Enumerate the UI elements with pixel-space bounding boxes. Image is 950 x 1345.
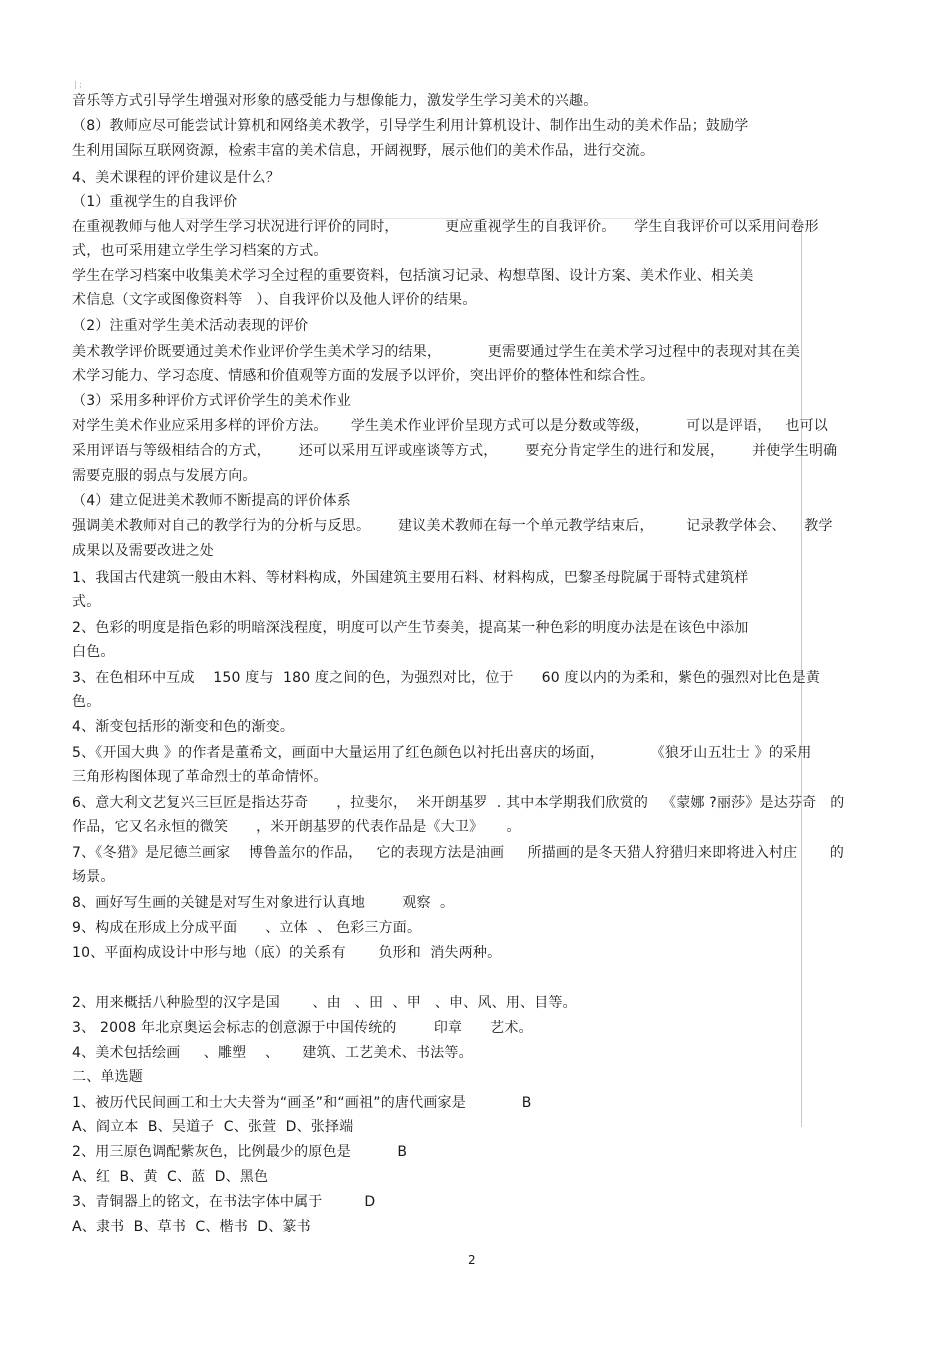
- text-line: 采用评语与等级相结合的方式， 还可以采用互评或座谈等方式， 要充分肯定学生的进行和发展， 并使学生明确: [72, 443, 838, 459]
- options-line: A、阎立本 B、吴道子 C、张萱 D、张择端: [72, 1119, 354, 1135]
- text-line: 美术教学评价既要通过美术作业评价学生美术学习的结果， 更需要通过学生在美术学习过程中的表现对其在美: [72, 344, 801, 360]
- question-line: 1、被历代民间画工和士大夫誉为“画圣”和“画祖”的唐代画家是 B: [72, 1095, 532, 1111]
- text-line: 式。: [72, 594, 101, 610]
- text-line: 式，也可采用建立学生学习档案的方式。: [72, 243, 328, 259]
- text-line: 色。: [72, 694, 101, 710]
- text-line: 2、用来概括八种脸型的汉字是国 、由 、田 、甲 、申、风、用、目等。: [72, 995, 577, 1011]
- question-line: 3、青铜器上的铭文，在书法字体中属于 D: [72, 1194, 376, 1210]
- text-line: 在重视教师与他人对学生学习状况进行评价的同时， 更应重视学生的自我评价。 学生自我评价可以采用问卷形: [72, 219, 819, 235]
- text-line: 3、在色相环中互成 150 度与 180 度之间的色，为强烈对比，位于 60 度以内的为柔和，紫色的强烈对比色是黄: [72, 670, 821, 686]
- text-line: 成果以及需要改进之处: [72, 543, 214, 559]
- section-heading: （4）建立促进美术教师不断提高的评价体系: [72, 493, 351, 509]
- section-heading: 二、单选题: [72, 1069, 143, 1085]
- text-line: （8）教师应尽可能尝试计算机和网络美术教学，引导学生利用计算机设计、制作出生动的美术作品；鼓励学: [72, 118, 749, 134]
- text-line: 作品，它又名永恒的微笑 ，米开朗基罗的代表作品是《大卫》 。: [72, 819, 521, 835]
- section-heading: （1）重视学生的自我评价: [72, 194, 238, 210]
- text-line: 对学生美术作业应采用多样的评价方法。 学生美术作业评价呈现方式可以是分数或等级， 可以是评语， 也可以: [72, 418, 828, 434]
- section-heading: （3）采用多种评价方式评价学生的美术作业: [72, 393, 351, 409]
- text-line: 术学习能力、学习态度、情感和价值观等方面的发展予以评价，突出评价的整体性和综合性。: [72, 368, 655, 384]
- text-line: 5、《开国大典 》的作者是董希文，画面中大量运用了红色颜色以衬托出喜庆的场面， 《狼牙山五壮士 》的采用: [72, 745, 812, 761]
- text-line: 9、构成在形成上分成平面 、立体 、 色彩三方面。: [72, 920, 422, 936]
- text-line: 4、美术包括绘画 、雕塑 、 建筑、工艺美术、书法等。: [72, 1045, 473, 1061]
- options-line: A、隶书 B、草书 C、楷书 D、篆书: [72, 1219, 311, 1235]
- text-line: 场景。: [72, 869, 115, 885]
- text-line: 1、我国古代建筑一般由木料、等材料构成，外国建筑主要用石料、材料构成，巴黎圣母院属于哥特式建筑样: [72, 570, 749, 586]
- text-line: 音乐等方式引导学生增强对形象的感受能力与想像能力，激发学生学习美术的兴趣。: [72, 93, 598, 109]
- text-line: 强调美术教师对自己的教学行为的分析与反思。 建议美术教师在每一个单元教学结束后， 记录教学体会、 教学: [72, 518, 833, 534]
- question-line: 2、用三原色调配紫灰色，比例最少的原色是 B: [72, 1144, 408, 1160]
- corner-mark: | ;: [74, 80, 82, 89]
- text-line: 2、色彩的明度是指色彩的明暗深浅程度，明度可以产生节奏美，提高某一种色彩的明度办法是在该色中添加: [72, 620, 749, 636]
- text-line: 学生在学习档案中收集美术学习全过程的重要资料，包括演习记录、构想草图、设计方案、美术作业、相关美: [72, 268, 754, 284]
- text-line: 生利用国际互联网资源，检索丰富的美术信息，开阔视野，展示他们的美术作品，进行交流。: [72, 143, 655, 159]
- text-line: 术信息（文字或图像资料等 ）、自我评价以及他人评价的结果。: [72, 292, 477, 308]
- text-line: 10、平面构成设计中形与地（底）的关系有 负形和 消失两种。: [72, 945, 502, 961]
- text-line: 4、渐变包括形的渐变和色的渐变。: [72, 719, 295, 735]
- text-line: 三角形构图体现了革命烈士的革命情怀。: [72, 769, 328, 785]
- options-line: A、红 B、黄 C、蓝 D、黑色: [72, 1169, 269, 1185]
- text-line: 3、 2008 年北京奥运会标志的创意源于中国传统的 印章 艺术。: [72, 1020, 533, 1036]
- text-line: 白色。: [72, 644, 115, 660]
- section-heading: （2）注重对学生美术活动表现的评价: [72, 318, 309, 334]
- question-heading: 4、美术课程的评价建议是什么？: [72, 170, 280, 186]
- text-line: 7、《冬猎》是尼德兰画家 博鲁盖尔的作品， 它的表现方法是油画 所描画的是冬天猎人狩猎归来即将进入村庄 的: [72, 845, 845, 861]
- text-line: 6、意大利文艺复兴三巨匠是指达芬奇 ，拉斐尔， 米开朗基罗 . 其中本学期我们欣赏的 《蒙娜 ?丽莎》是达芬奇 的: [72, 795, 845, 811]
- page-number: 2: [468, 1253, 476, 1267]
- text-line: 8、画好写生画的关键是对写生对象进行认真地 观察 。: [72, 895, 455, 911]
- text-line: 需要克服的弱点与发展方向。: [72, 468, 257, 484]
